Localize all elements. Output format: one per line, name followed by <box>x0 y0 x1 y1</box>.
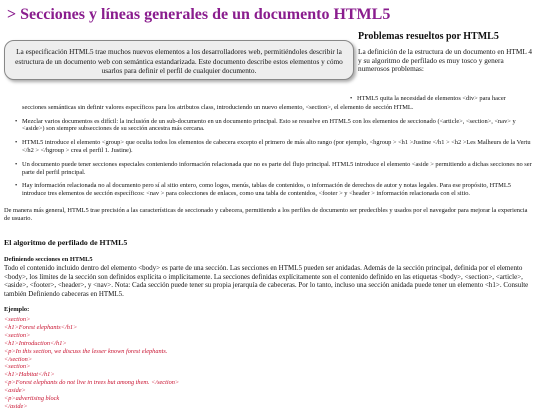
algorithm-heading: El algoritmo de perfilado de HTML5 <box>4 238 128 247</box>
aside-text: La definición de la estructura de un documento en HTML 4 y su algoritmo de perfilado es muy tosco y genera numerosos problemas: <box>358 47 532 74</box>
code-line: </section> <box>4 355 33 363</box>
list-item <box>15 139 534 155</box>
code-line: <aside> <box>4 387 26 395</box>
aside-heading: Problemas resueltos por HTML5 <box>358 31 499 42</box>
bullet-icon: • <box>15 139 18 147</box>
list-item <box>15 182 534 198</box>
code-line: <p>Forest elephants do not live in trees but among them. </section> <box>4 379 180 387</box>
code-line: <p>advertising block <box>4 395 60 403</box>
list-item-text: HTML5 quita la necesidad de elementos <div> para hacer <box>357 95 506 102</box>
algorithm-subheading: Definiendo secciones en HTML5 <box>4 256 93 263</box>
list-item-text: HTML5 introduce el elemento <group> que oculta todos los elementos de cabecera excepto el primero de más alto rango (por ejemplo, <hgroup > <h1 >Justine </h1 > <h2 >Les Malheurs de la Vertu </h2 > </hgroup > crea el perfil 1. Justine). <box>22 139 531 154</box>
summary-box: La especificación HTML5 trae muchos nuevos elementos a los desarrolladores web, permitiéndoles describir la estructura de un documento web con semántica estandarizada. Este documento describe estos elementos y cómo usarlos para definir el perfil de cualquier documento. <box>4 40 354 80</box>
code-line: <section> <box>4 331 31 339</box>
list-item-text: secciones semánticas sin definir valores específicos para los atributos class, introduciendo un nuevo elemento, <section>, el elemento de sección HTML. <box>22 103 414 111</box>
code-line: <p>In this section, we discuss the lesser known forest elephants. <box>4 347 168 355</box>
aside-panel <box>358 31 534 74</box>
page-title: > Secciones y líneas generales de un documento HTML5 <box>7 6 391 23</box>
code-line: <h1>Habitat</h1> <box>4 371 55 379</box>
general-paragraph: De manera más general, HTML5 trae precisión a las características de seccionado y cabecera, permitiendo a los perfiles de documento ser predecibles y usados por el navegador para mejorar la experiencia de usuario. <box>4 207 528 222</box>
bullet-icon: • <box>15 160 18 168</box>
list-item-text: Mezclar varios documentos es difícil: la inclusión de un sub-documento en un documento principal. Esto se resuelve en HTML5 con los elementos de seccionado (<article>, <section>, <nav> y <aside>) son siempre subsecciones de su sección ancestra más cercana. <box>22 117 516 133</box>
code-example <box>4 316 179 411</box>
list-item <box>15 117 534 134</box>
problems-list <box>15 95 534 204</box>
list-item-text: Un documento puede tener secciones especiales conteniendo información relacionada que no es parte del flujo principal. HTML5 introduce el elemento <aside > permitiendo a dichas secciones no ser parte del perfil principal. <box>22 160 532 176</box>
code-line: </aside> <box>4 402 28 410</box>
list-item <box>22 104 534 112</box>
bullet-icon: • <box>15 117 18 125</box>
code-line: <h1>Introduction</h1> <box>4 339 67 347</box>
code-line: <h1>Forest elephants</h1> <box>4 323 78 331</box>
bullet-icon: • <box>15 182 18 190</box>
bullet-icon: • <box>350 95 353 102</box>
code-line: <section> <box>4 363 31 371</box>
algorithm-text: Todo el contenido incluido dentro del elemento <body> es parte de una sección. Las secciones en HTML5 pueden ser anidadas. Además de la sección principal, definida por el elemento <body>, los límites de la sección son definidos explícita o implícitamente. La secciones definidas explícitamente son el contenido definido en las etiquetas <body>, <section>, <article>, <aside>, <footer>, <header>, y <nav>. Nota: Cada sección puede tener su propia jerarquía de cabeceras. Por lo tanto, incluso una sección anidada puede tener un elemento <h1>. Consulte también Definiendo cabeceras en HTML5. <box>4 264 529 299</box>
list-item <box>15 160 534 177</box>
list-item-text: Hay información relacionada no al documento pero sí al sitio entero, como logos, menús, tablas de contenidos, o información de derechos de autor y notas legales. Para ese propósito, HTML5 introduce tres elementos de sección específicos: <nav > para colecciones de enlaces, como una tabla de contenidos, <footer > y <header > información relacionada con el sitio. <box>22 182 511 198</box>
code-line: <section> <box>4 316 31 323</box>
list-item <box>350 95 534 103</box>
example-label: Ejemplo: <box>4 306 30 313</box>
